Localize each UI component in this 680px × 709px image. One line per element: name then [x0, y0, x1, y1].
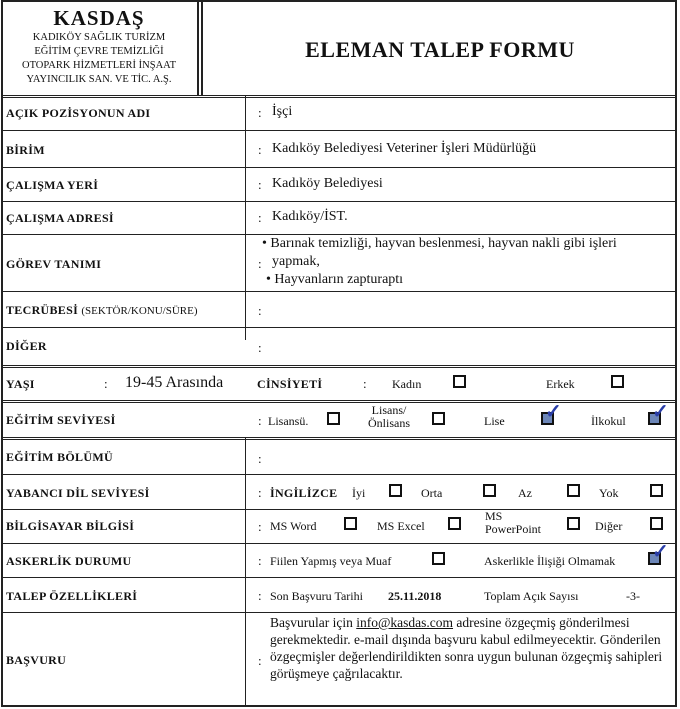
computer-skills-label: BİLGİSAYAR BİLGİSİ — [6, 519, 135, 533]
row-divider — [1, 509, 677, 510]
ms-word-label: MS Word — [270, 519, 317, 533]
company-line: OTOPARK HİZMETLERİ İNŞAAT — [21, 60, 176, 71]
row-divider — [1, 437, 677, 440]
education-field-label: EĞİTİM BÖLÜMÜ — [6, 450, 113, 464]
edu-bachelor-checkbox[interactable] — [432, 412, 445, 425]
workplace-value: Kadıköy Belediyesi — [272, 176, 383, 191]
row-divider — [1, 95, 677, 98]
company-header — [1, 0, 199, 95]
job-description-line: • Hayvanların zapturaptı — [266, 272, 404, 287]
row-divider — [1, 543, 677, 544]
company-line: EĞİTİM ÇEVRE TEMİZLİĞİ — [34, 46, 164, 57]
computer-other-checkbox[interactable] — [650, 517, 663, 530]
computer-other-label: Diğer — [595, 519, 623, 533]
company-brand: KASDAŞ — [53, 6, 145, 30]
ms-excel-label: MS Excel — [377, 519, 425, 533]
lang-medium-label: Orta — [421, 486, 443, 500]
edu-masters-label: Lisansü. — [268, 414, 309, 428]
age-value: 19-45 Arasında — [125, 374, 224, 391]
request-details-label: TALEP ÖZELLİKLERİ — [6, 589, 138, 603]
lang-medium-checkbox[interactable] — [483, 484, 496, 497]
colon: : — [258, 303, 262, 318]
row-divider — [1, 327, 677, 328]
edu-primary-label: İlkokul — [591, 414, 626, 428]
ms-excel-checkbox[interactable] — [448, 517, 461, 530]
unit-value: Kadıköy Belediyesi Veteriner İşleri Müdürlüğü — [272, 141, 537, 156]
military-label: ASKERLİK DURUMU — [6, 554, 132, 568]
other-label: DİĞER — [6, 339, 47, 353]
colon: : — [258, 451, 262, 466]
email-link[interactable]: info@kasdas.com — [356, 615, 454, 630]
colon: : — [258, 485, 262, 500]
lang-none-label: Yok — [599, 486, 619, 500]
address-label: ÇALIŞMA ADRESİ — [6, 211, 114, 225]
form-title: ELEMAN TALEP FORMU — [305, 37, 575, 62]
company-line: YAYINCILIK SAN. VE TİC. A.Ş. — [26, 74, 172, 85]
unit-label: BİRİM — [6, 143, 45, 157]
checkmark-icon: ✓ — [652, 541, 669, 563]
colon: : — [104, 376, 108, 391]
language-english-label: İNGİLİZCE — [270, 486, 338, 500]
job-description-line: • Barınak temizliği, hayvan beslenmesi, hayvan nakli gibi işleri — [262, 236, 617, 251]
ms-word-checkbox[interactable] — [344, 517, 357, 530]
lang-low-checkbox[interactable] — [567, 484, 580, 497]
military-done-checkbox[interactable] — [432, 552, 445, 565]
gender-male-checkbox[interactable] — [611, 375, 624, 388]
application-text: Başvurular için info@kasdas.com adresine özgeçmiş gönderilmesi gerekmektedir. e-mail dışında başvuru kabul edilmeyecektir. Gönderilen özgeçmişler değerlendirildikten sonra uygun bulunan özgeçmiş sahipleri görüşmeye çağrılacaktır. — [270, 615, 663, 681]
title-panel — [201, 0, 677, 95]
military-done-label: Fiilen Yapmış veya Muaf — [270, 554, 392, 568]
colon: : — [258, 210, 262, 225]
row-divider — [1, 474, 677, 475]
openings-label: Toplam Açık Sayısı — [484, 589, 579, 603]
education-level-label: EĞİTİM SEVİYESİ — [6, 413, 116, 427]
gender-female-label: Kadın — [392, 377, 422, 391]
military-none-label: Askerlikle İlişiği Olmamak — [484, 554, 616, 568]
language-label: YABANCI DİL SEVİYESİ — [6, 486, 150, 500]
workplace-label: ÇALIŞMA YERİ — [6, 178, 99, 192]
checkmark-icon: ✓ — [545, 401, 562, 423]
job-description-label: GÖREV TANIMI — [6, 257, 102, 271]
edu-masters-checkbox[interactable] — [327, 412, 340, 425]
row-divider — [1, 365, 677, 368]
lang-good-label: İyi — [352, 486, 366, 500]
colon: : — [363, 376, 367, 391]
row-divider — [1, 201, 677, 202]
checkmark-icon: ✓ — [652, 401, 669, 423]
colon: : — [258, 519, 262, 534]
colon: : — [258, 256, 262, 271]
edu-bachelor-label: Lisans/ Önlisans — [368, 403, 410, 430]
ms-powerpoint-label: MS PowerPoint — [485, 509, 542, 536]
position-value: İşçi — [272, 104, 293, 119]
company-line: KADIKÖY SAĞLIK TURİZM — [32, 32, 166, 43]
lang-low-label: Az — [518, 486, 532, 500]
colon: : — [258, 653, 262, 668]
row-divider — [1, 234, 677, 235]
lang-none-checkbox[interactable] — [650, 484, 663, 497]
openings-value: -3- — [626, 589, 640, 603]
colon: : — [258, 553, 262, 568]
gender-male-label: Erkek — [546, 377, 575, 391]
colon: : — [258, 142, 262, 157]
row-divider — [1, 612, 677, 613]
experience-label: TECRÜBESİ (SEKTÖR/KONU/SÜRE) — [6, 303, 198, 317]
colon: : — [258, 105, 262, 120]
address-value: Kadıköy/İST. — [272, 209, 348, 224]
edu-highschool-label: Lise — [484, 414, 505, 428]
colon: : — [258, 588, 262, 603]
position-label: AÇIK POZİSYONUN ADI — [6, 106, 151, 120]
row-divider — [1, 577, 677, 578]
colon: : — [258, 177, 262, 192]
row-divider — [1, 130, 677, 131]
row-divider — [1, 400, 677, 403]
ms-powerpoint-checkbox[interactable] — [567, 517, 580, 530]
row-divider — [1, 167, 677, 168]
age-label: YAŞI — [6, 377, 35, 391]
gender-label: CİNSİYETİ — [257, 377, 323, 391]
deadline-label: Son Başvuru Tarihi — [270, 589, 363, 603]
deadline-value: 25.11.2018 — [388, 589, 442, 603]
application-label: BAŞVURU — [6, 653, 67, 667]
job-description-line: yapmak, — [272, 254, 320, 269]
colon: : — [258, 340, 262, 355]
gender-female-checkbox[interactable] — [453, 375, 466, 388]
column-divider — [245, 96, 246, 340]
column-divider — [245, 437, 246, 707]
lang-good-checkbox[interactable] — [389, 484, 402, 497]
row-divider — [1, 291, 677, 292]
colon: : — [258, 413, 262, 428]
